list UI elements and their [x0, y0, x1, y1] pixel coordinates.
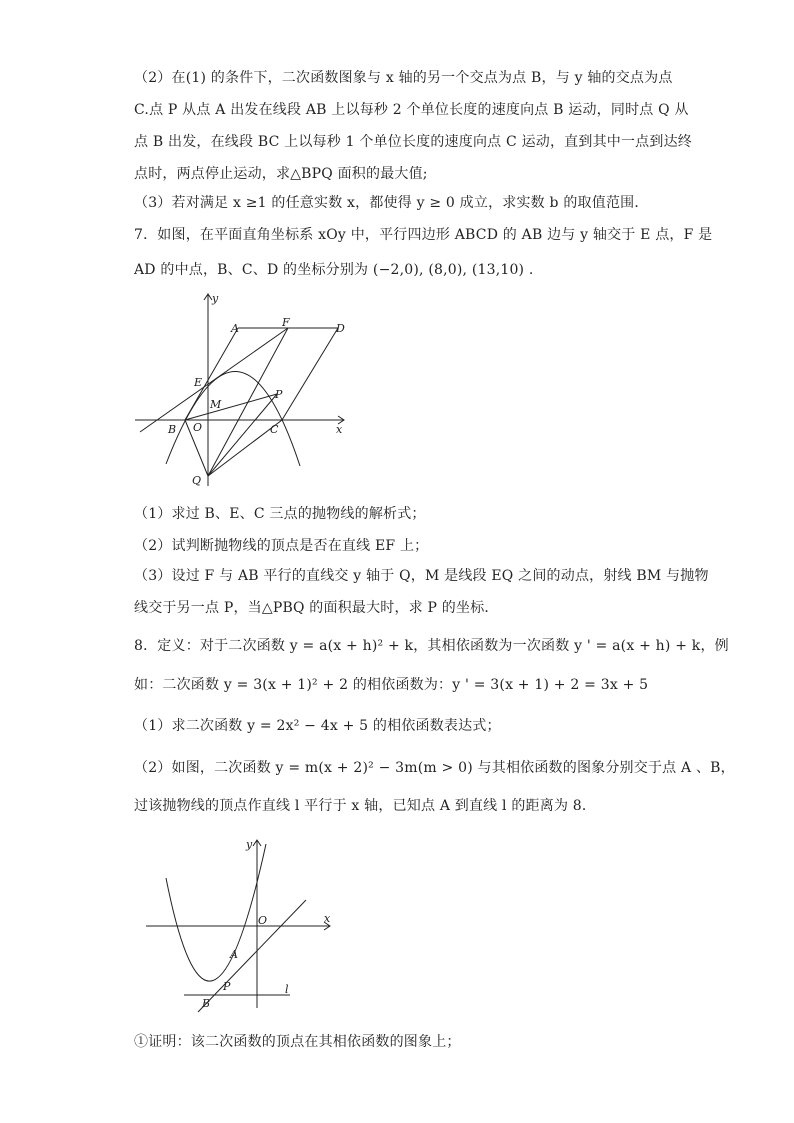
- label-A: A: [230, 948, 238, 961]
- label-E: E: [194, 376, 203, 389]
- label-O: O: [193, 421, 203, 434]
- label-M: M: [210, 398, 222, 411]
- figure-parallelogram: [130, 288, 360, 493]
- text-line-9: （2）试判断抛物线的顶点是否在直线 EF 上；: [134, 538, 429, 554]
- text-line-10: （3）设过 F 与 AB 平行的直线交 y 轴于 Q，M 是线段 EQ 之间的动点，射线 BM 与抛物: [134, 568, 709, 584]
- segment-CD: [282, 328, 338, 420]
- text-line-3: 点 B 出发，在线段 BC 上以每秒 1 个单位长度的速度向点 C 运动，直到其中一点到达终: [134, 134, 692, 150]
- label-l: l: [285, 983, 289, 996]
- text-line-7: AD 的中点，B、C、D 的坐标分别为 (−2,0), (8,0), (13,10) .: [134, 262, 534, 278]
- text-line-12: 8．定义：对于二次函数 y = a(x + h)² + k，其相依函数为一次函数 y ' = a(x + h) + k，例: [134, 638, 729, 654]
- label-C: C: [270, 423, 279, 436]
- label-x: x: [324, 912, 331, 925]
- text-line-6: 7．如图，在平面直角坐标系 xOy 中，平行四边形 ABCD 的 AB 边与 y 轴交于 E 点，F 是: [134, 227, 713, 243]
- label-P: P: [275, 388, 283, 401]
- label-Q: Q: [192, 474, 202, 487]
- text-line-5: （3）若对满足 x ≥1 的任意实数 x，都使得 y ≥ 0 成立，求实数 b 的取值范围．: [134, 195, 649, 211]
- text-line-13: 如：二次函数 y = 3(x + 1)² + 2 的相依函数为：y ' = 3(x + 1) + 2 = 3x + 5: [134, 677, 649, 693]
- text-line-15: （2）如图，二次函数 y = m(x + 2)² − 3m(m > 0) 与其相依函数的图象分别交于点 A 、B，: [134, 760, 735, 776]
- text-line-17: ①证明：该二次函数的顶点在其相依函数的图象上；: [134, 1034, 461, 1050]
- label-y: y: [212, 292, 219, 305]
- label-A: A: [231, 322, 239, 335]
- text-line-16: 过该抛物线的顶点作直线 l 平行于 x 轴，已知点 A 到直线 l 的距离为 8．: [134, 798, 597, 814]
- label-F: F: [282, 316, 290, 329]
- text-line-1: （2）在(1) 的条件下，二次函数图象与 x 轴的另一个交点为点 B，与 y 轴的交点为点: [134, 70, 673, 86]
- text-line-8: （1）求过 B、E、C 三点的抛物线的解析式；: [134, 506, 426, 522]
- text-line-4: 点时，两点停止运动，求△BPQ 面积的最大值;: [134, 166, 428, 182]
- label-y: y: [246, 838, 253, 851]
- label-B: B: [202, 997, 211, 1010]
- parabola: [166, 371, 300, 466]
- parabola: [166, 844, 266, 981]
- text-line-11: 线交于另一点 P，当△PBQ 的面积最大时，求 P 的坐标．: [134, 600, 499, 616]
- label-O: O: [258, 914, 268, 927]
- label-B: B: [168, 423, 177, 436]
- figure-parabola-dependent: [140, 832, 340, 1022]
- label-x: x: [336, 423, 343, 436]
- text-line-2: C.点 P 从点 A 出发在线段 AB 上以每秒 2 个单位长度的速度向点 B 运动，同时点 Q 从: [134, 102, 689, 118]
- label-P: P: [223, 980, 231, 993]
- label-D: D: [336, 322, 345, 335]
- text-line-14: （1）求二次函数 y = 2x² − 4x + 5 的相依函数表达式；: [134, 718, 501, 734]
